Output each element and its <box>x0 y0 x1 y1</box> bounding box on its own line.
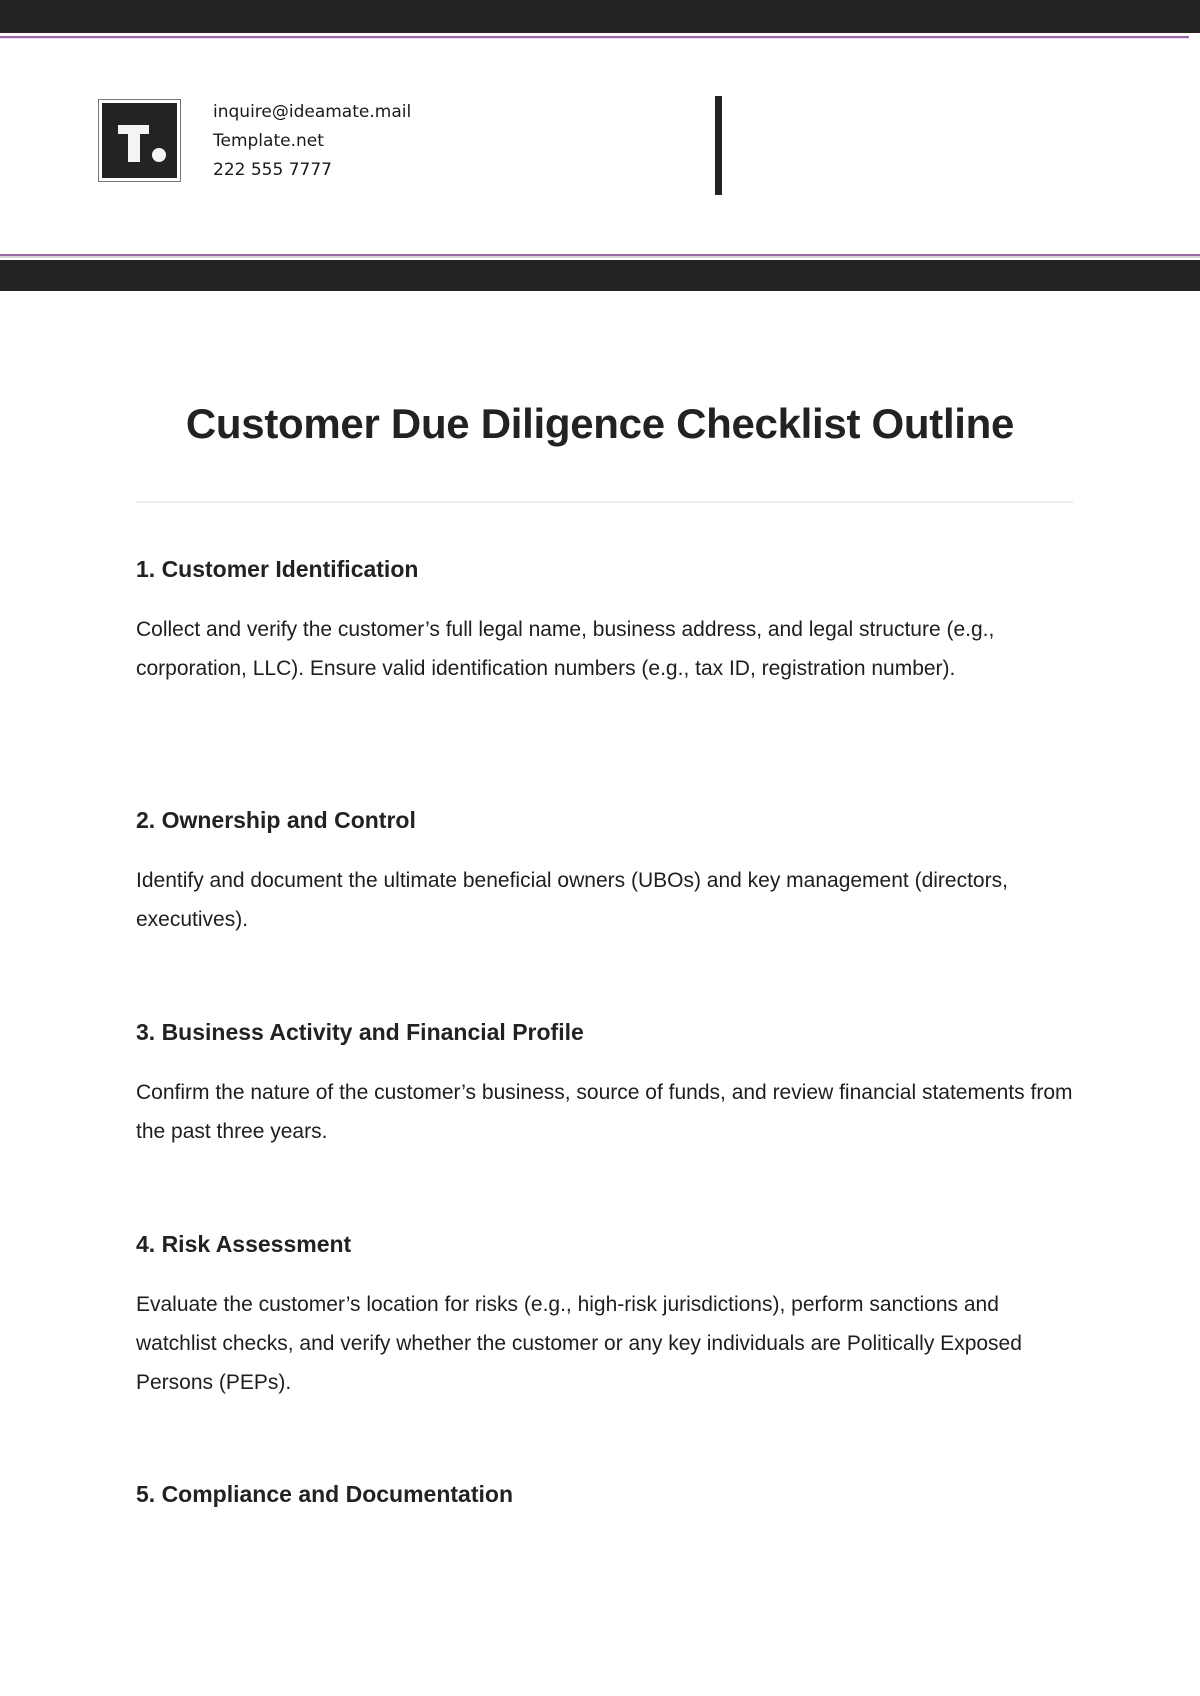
section-body: Identify and document the ultimate beneficial owners (UBOs) and key management (directors, executives). <box>136 869 1008 931</box>
header-bottom-band <box>0 260 1200 291</box>
section-ownership-control <box>136 805 1076 939</box>
section-heading: 2. Ownership and Control <box>136 807 416 833</box>
header-top-band <box>0 0 1200 33</box>
section-body: Confirm the nature of the customer’s business, source of funds, and review financial statements from the past three years. <box>136 1081 1073 1143</box>
header-bottom-accent-line <box>0 254 1200 256</box>
section-compliance-documentation <box>136 1479 1076 1509</box>
header-vertical-divider <box>715 96 722 195</box>
document-title: Customer Due Diligence Checklist Outline <box>185 400 1015 447</box>
section-risk-assessment <box>136 1229 1076 1402</box>
contact-phone: 222 555 7777 <box>213 160 332 180</box>
section-heading: 4. Risk Assessment <box>136 1231 352 1257</box>
section-heading: 3. Business Activity and Financial Profile <box>136 1019 584 1045</box>
section-body: Collect and verify the customer’s full legal name, business address, and legal structure (e.g., corporation, LLC). Ensure valid identification numbers (e.g., tax ID, registration number). <box>136 618 995 680</box>
logo-t-icon <box>102 103 177 178</box>
title-divider <box>136 501 1073 503</box>
company-logo <box>98 99 181 182</box>
contact-info <box>213 98 411 185</box>
section-customer-identification <box>136 554 1076 688</box>
contact-email: inquire@ideamate.mail <box>213 102 412 122</box>
section-business-activity <box>136 1017 1076 1151</box>
section-body: Evaluate the customer’s location for risks (e.g., high-risk jurisdictions), perform sanctions and watchlist checks, and verify whether the customer or any key individuals are Politically Exposed Persons (PEPs). <box>136 1293 1022 1394</box>
section-heading: 1. Customer Identification <box>136 556 419 582</box>
header-top-accent-line <box>0 36 1189 38</box>
section-heading: 5. Compliance and Documentation <box>136 1481 513 1507</box>
contact-website: Template.net <box>213 131 324 151</box>
